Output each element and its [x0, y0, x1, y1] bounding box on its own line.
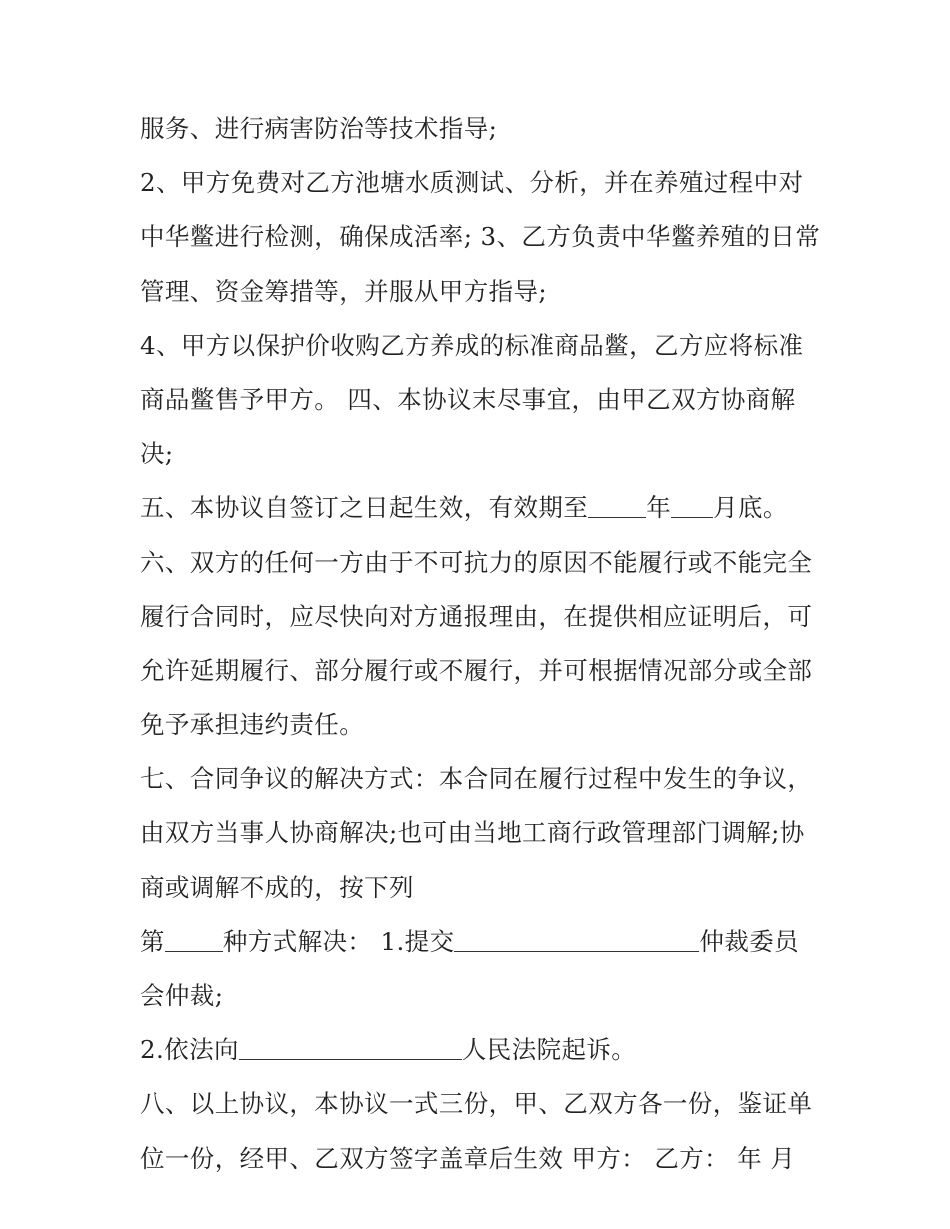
line-text: 八、以上协议，本协议一式三份，甲、乙双方各一份，鉴证单: [140, 1089, 813, 1119]
text-line: [140, 373, 830, 427]
line-text: 月底。: [713, 493, 788, 523]
line-text: 年: [646, 493, 672, 523]
line-text: 中华鳖进行检测，确保成活率; 3、乙方负责中华鳖养殖的日常: [140, 222, 821, 252]
text-line: [140, 1077, 830, 1131]
line-text: 七、合同争议的解决方式：本合同在履行过程中发生的争议，: [140, 764, 813, 794]
text-line: [140, 319, 830, 373]
text-line: [140, 210, 830, 264]
line-text: 五、本协议自签订之日起生效，有效期至: [140, 493, 589, 523]
line-text: 会仲裁;: [140, 981, 224, 1010]
text-line: [140, 427, 830, 481]
line-text: 服务、进行病害防治等技术指导;: [140, 114, 498, 143]
text-line: [140, 590, 830, 644]
line-text: 决;: [140, 439, 174, 469]
text-line: [140, 102, 830, 156]
text-line: [140, 752, 830, 806]
month-blank: [671, 495, 713, 518]
line-text: 种方式解决： 1.提交: [222, 926, 455, 956]
line-text: 由双方当事人协商解决;也可由当地工商行政管理部门调解;协: [140, 818, 805, 848]
text-line: [140, 1023, 830, 1077]
text-line: [140, 861, 830, 915]
line-text: 免予承担违约责任。: [140, 710, 365, 740]
text-line: [140, 644, 830, 698]
line-text: 4、甲方以保护价收购乙方养成的标准商品鳖，乙方应将标准: [140, 330, 804, 360]
text-line: [140, 536, 830, 590]
line-text: 允许延期履行、部分履行或不履行，并可根据情况部分或全部: [140, 655, 813, 685]
text-line: [140, 969, 830, 1023]
line-text: 商或调解不成的，按下列: [140, 872, 414, 902]
line-text: 第: [140, 926, 165, 956]
court-name-blank: [239, 1037, 462, 1060]
line-text: 2、甲方免费对乙方池塘水质测试、分析，并在养殖过程中对: [140, 168, 804, 198]
line-text: 管理、资金筹措等，并服从甲方指导;: [140, 276, 548, 306]
arbitration-committee-blank: [454, 929, 699, 952]
option-number-blank: [165, 929, 223, 952]
line-text: 位一份，经甲、乙双方签字盖章后生效 甲方： 乙方： 年 月: [140, 1143, 796, 1173]
text-line: [140, 156, 830, 210]
line-text: 仲裁委员: [699, 926, 800, 956]
line-text: 履行合同时，应尽快向对方通报理由，在提供相应证明后，可: [140, 601, 813, 631]
text-line: [140, 265, 830, 319]
text-line: [140, 1132, 830, 1186]
document-body: [140, 102, 830, 1186]
line-text: 六、双方的任何一方由于不可抗力的原因不能履行或不能完全: [140, 547, 813, 577]
text-line: [140, 915, 830, 969]
text-line: [140, 698, 830, 752]
line-text: 2.依法向: [140, 1035, 239, 1065]
text-line: [140, 481, 830, 535]
year-blank: [588, 495, 646, 518]
line-text: 商品鳖售予甲方。 四、本协议末尽事宜，由甲乙双方协商解: [140, 384, 796, 414]
text-line: [140, 806, 830, 860]
line-text: 人民法院起诉。: [461, 1035, 637, 1065]
